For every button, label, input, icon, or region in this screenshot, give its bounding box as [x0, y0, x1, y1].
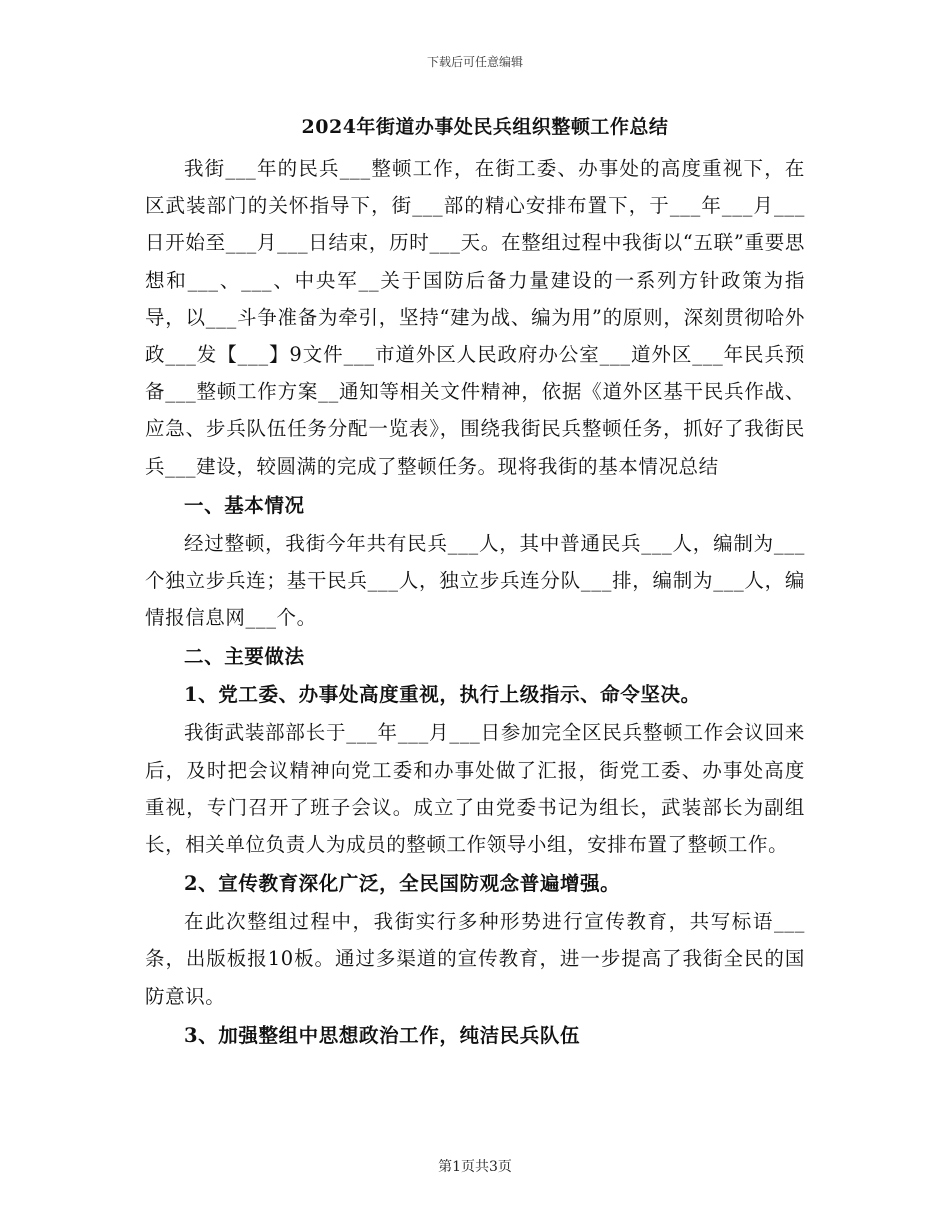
header-note: 下载后可任意编辑 [426, 55, 523, 69]
document-body [145, 110, 805, 1055]
section-heading-main-practices: 二、主要做法 [184, 645, 305, 669]
publicity-paragraph: 在此次整组过程中，我街实行多种形势进行宣传教育，共写标语___条，出版板报10板。通过多渠道的宣传教育，进一步提高了我街全民的国防意识。 [145, 910, 805, 1008]
subheading-leadership: 1、党工委、办事处高度重视，执行上级指示、命令坚决。 [184, 683, 701, 707]
intro-paragraph: 我街___年的民兵___整顿工作，在街工委、办事处的高度重视下，在区武装部门的关怀指导下，街___部的精心安排布置下，于___年___月___日开始至___月___日结束，历时___天。在整组过程中我街以“五联”重要思想和___、___、中央军__关于国防后备力量建设的一系列方针政策为指导，以___斗争准备为牵引，坚持“建为战、编为用”的原则，深刻贯彻哈外政___发【___】9文件___市道外区人民政府办公室___道外区___年民兵预备___整顿工作方案__通知等相关文件精神，依据《道外区基干民兵作战、应急、步兵队伍任务分配一览表》，围绕我街民兵整顿任务，抓好了我街民兵___建设，较圆满的完成了整顿任务。现将我街的基本情况总结 [145, 157, 805, 478]
leadership-paragraph: 我街武装部部长于___年___月___日参加完全区民兵整顿工作会议回来后，及时把会议精神向党工委和办事处做了汇报，街党工委、办事处高度重视，专门召开了班子会议。成立了由党委书记为组长，武装部长为副组长，相关单位负责人为成员的整顿工作领导小组，安排布置了整顿工作。 [145, 721, 805, 857]
subheading-publicity: 2、宣传教育深化广泛，全民国防观念普遍增强。 [184, 872, 621, 896]
basic-situation-paragraph: 经过整顿，我街今年共有民兵___人，其中普通民兵___人，编制为___个独立步兵连；基干民兵___人，独立步兵连分队___排，编制为___人，编情报信息网___个。 [145, 531, 805, 630]
page-indicator: 第1页共3页 [438, 1159, 512, 1175]
subheading-political-work: 3、加强整组中思想政治工作，纯洁民兵队伍 [184, 1023, 581, 1047]
section-heading-basic-situation: 一、基本情况 [184, 493, 305, 517]
document-title: 2024年街道办事处民兵组织整顿工作总结 [301, 116, 669, 138]
